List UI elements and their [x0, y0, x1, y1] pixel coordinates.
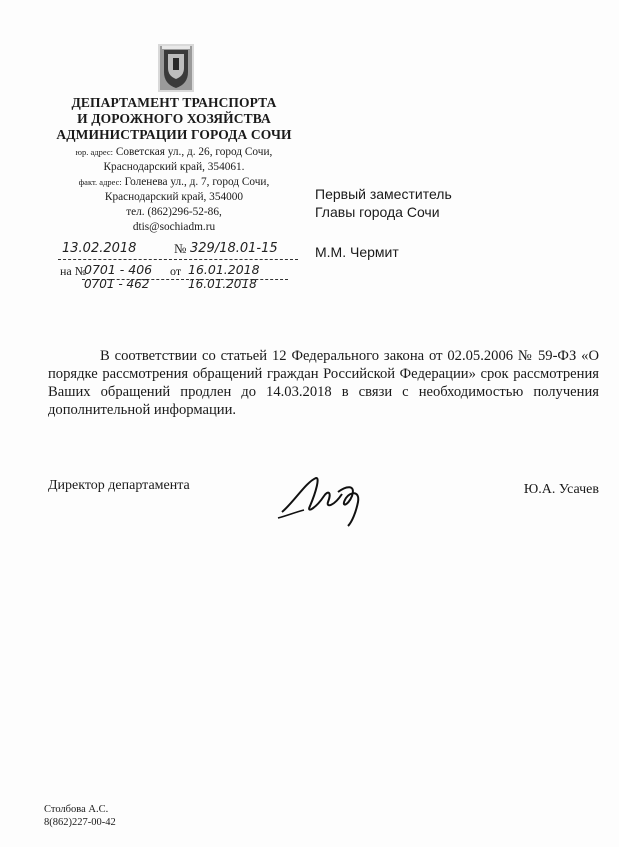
outgoing-number: 329/18.01-15: [190, 241, 278, 256]
city-emblem-icon: [156, 42, 196, 94]
number-sign: №: [174, 241, 187, 256]
reference-number-1: 0701 - 406: [84, 262, 153, 277]
recipient-position-line-1: Первый заместитель: [315, 186, 452, 202]
reference-prefix: на №: [60, 264, 87, 278]
department-name-line-1: ДЕПАРТАМЕНТ ТРАНСПОРТА: [71, 95, 277, 110]
actual-address-label: факт. адрес:: [78, 177, 122, 187]
signatory-name: Ю.А. Усачев: [523, 482, 599, 497]
recipient-block: [315, 185, 452, 261]
reference-number-2: 0701 - 462: [84, 277, 150, 291]
department-name-line-3: АДМИНИСТРАЦИИ ГОРОДА СОЧИ: [56, 127, 292, 142]
executor-name: Столбова А.С.: [44, 804, 109, 815]
reference-line-2: [58, 277, 298, 299]
reference-date-1: 16.01.2018: [188, 262, 260, 277]
signature-row: [48, 472, 599, 532]
executor-phone: 8(862)227-00-42: [44, 817, 116, 828]
actual-address-line-2: Краснодарский край, 354000: [104, 191, 244, 203]
outgoing-registration-line: [58, 239, 298, 261]
handwritten-signature-icon: [276, 472, 386, 533]
department-name-line-2: И ДОРОЖНОГО ХОЗЯЙСТВА: [77, 111, 271, 126]
phone: тел. (862)296-52-86,: [126, 206, 222, 218]
letter-body: В соответствии со статьей 12 Федерального закона от 02.05.2006 № 59-ФЗ «О порядке рассмотрения обращений граждан Российской Федерации» срок рассмотрения Ваших обращений продлен до 14.03.2018 в связи с необходимостью получения дополнительной информации.: [48, 348, 599, 418]
reference-from: от: [170, 264, 182, 278]
email: dtis@sochiadm.ru: [132, 221, 216, 233]
executor-block: [44, 803, 116, 829]
reference-date-2: 16.01.2018: [188, 277, 257, 291]
recipient-position-line-2: Главы города Сочи: [315, 204, 440, 220]
actual-address-line-1: Голенева ул., д. 7, город Сочи,: [124, 176, 270, 188]
recipient-name: М.М. Чермит: [315, 244, 399, 260]
registration-block: [58, 239, 298, 299]
outgoing-date: 13.02.2018: [62, 241, 137, 256]
outgoing-underline: [58, 259, 298, 260]
legal-address-line-1: Советская ул., д. 26, город Сочи,: [115, 146, 273, 158]
legal-address-label: юр. адрес:: [75, 147, 113, 157]
legal-address-line-2: Краснодарский край, 354061.: [103, 161, 245, 173]
signatory-title: Директор департамента: [48, 478, 190, 493]
department-header: [45, 95, 303, 235]
legal-address: [45, 145, 303, 235]
